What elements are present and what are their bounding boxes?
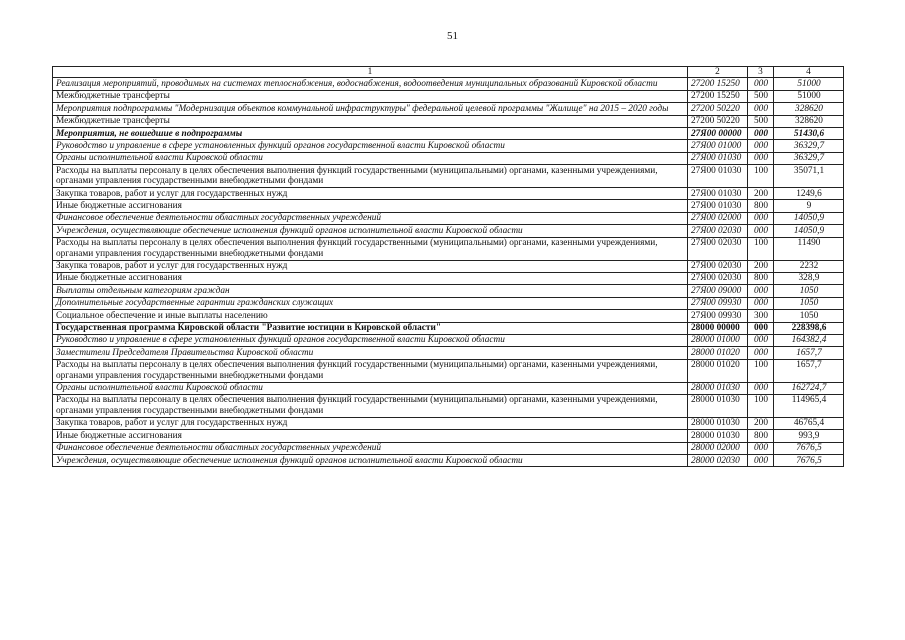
row-vr-cell: 000 — [748, 382, 774, 394]
table-row — [53, 90, 844, 102]
table-row — [53, 78, 844, 90]
table-row — [53, 152, 844, 164]
row-sum-cell: 7676,5 — [774, 455, 844, 467]
row-code-cell: 27200 15250 — [688, 90, 748, 102]
row-sum-cell: 1050 — [774, 310, 844, 322]
row-code-cell: 27200 50220 — [688, 115, 748, 127]
table-row — [53, 200, 844, 212]
row-sum-cell: 46765,4 — [774, 417, 844, 429]
table-row — [53, 382, 844, 394]
row-name-cell: Закупка товаров, работ и услуг для государственных нужд — [53, 188, 688, 200]
row-sum-cell: 36329,7 — [774, 152, 844, 164]
row-name-cell: Руководство и управление в сфере установленных функций органов государственной власти Кировской области — [53, 140, 688, 152]
row-sum-cell: 1249,6 — [774, 188, 844, 200]
row-code-cell: 27Я00 02030 — [688, 272, 748, 284]
row-vr-cell: 300 — [748, 310, 774, 322]
row-code-cell: 27Я00 02030 — [688, 237, 748, 260]
row-vr-cell: 000 — [748, 285, 774, 297]
row-name-cell: Расходы на выплаты персоналу в целях обеспечения выполнения функций государственными (муниципальными) органами, казенными учреждениями, органами управления государственными внебюджетными фондами — [53, 359, 688, 382]
row-code-cell: 28000 01030 — [688, 417, 748, 429]
row-name-cell: Реализация мероприятий, проводимых на системах теплоснабжения, водоснабжения, водоотведения муниципальных образований Кировской области — [53, 78, 688, 90]
row-name-cell: Межбюджетные трансферты — [53, 90, 688, 102]
row-name-cell: Иные бюджетные ассигнования — [53, 200, 688, 212]
row-name-cell: Расходы на выплаты персоналу в целях обеспечения выполнения функций государственными (муниципальными) органами, казенными учреждениями, органами управления государственными внебюджетными фондами — [53, 394, 688, 417]
row-vr-cell: 100 — [748, 237, 774, 260]
row-name-cell: Учреждения, осуществляющие обеспечение исполнения функций органов исполнительной власти Кировской области — [53, 225, 688, 237]
table-header-row — [53, 67, 844, 78]
row-name-cell: Межбюджетные трансферты — [53, 115, 688, 127]
row-sum-cell: 328,9 — [774, 272, 844, 284]
row-name-cell: Социальное обеспечение и иные выплаты населению — [53, 310, 688, 322]
row-name-cell: Иные бюджетные ассигнования — [53, 272, 688, 284]
row-sum-cell: 162724,7 — [774, 382, 844, 394]
row-code-cell: 28000 02030 — [688, 455, 748, 467]
row-vr-cell: 000 — [748, 442, 774, 454]
table-row — [53, 322, 844, 334]
table-row — [53, 225, 844, 237]
row-vr-cell: 800 — [748, 272, 774, 284]
row-vr-cell: 000 — [748, 297, 774, 309]
row-sum-cell: 7676,5 — [774, 442, 844, 454]
row-vr-cell: 000 — [748, 140, 774, 152]
header-sum: 4 — [774, 67, 844, 78]
row-sum-cell: 35071,1 — [774, 165, 844, 188]
row-sum-cell: 164382,4 — [774, 334, 844, 346]
row-code-cell: 27Я00 01030 — [688, 152, 748, 164]
row-name-cell: Заместители Председателя Правительства Кировской области — [53, 347, 688, 359]
row-vr-cell: 000 — [748, 152, 774, 164]
row-code-cell: 27Я00 01000 — [688, 140, 748, 152]
row-name-cell: Мероприятия подпрограммы "Модернизация объектов коммунальной инфраструктуры" федеральной целевой программы "Жилище" на 2015 – 2020 годы — [53, 103, 688, 115]
table-row — [53, 297, 844, 309]
table-row — [53, 442, 844, 454]
table-row — [53, 188, 844, 200]
row-sum-cell: 228398,6 — [774, 322, 844, 334]
row-sum-cell: 328620 — [774, 115, 844, 127]
row-sum-cell: 328620 — [774, 103, 844, 115]
table-row — [53, 417, 844, 429]
row-code-cell: 27Я00 09000 — [688, 285, 748, 297]
table-row — [53, 310, 844, 322]
row-vr-cell: 000 — [748, 455, 774, 467]
row-code-cell: 28000 01030 — [688, 394, 748, 417]
row-name-cell: Выплаты отдельным категориям граждан — [53, 285, 688, 297]
row-name-cell: Расходы на выплаты персоналу в целях обеспечения выполнения функций государственными (муниципальными) органами, казенными учреждениями, органами управления государственными внебюджетными фондами — [53, 237, 688, 260]
row-sum-cell: 114965,4 — [774, 394, 844, 417]
row-vr-cell: 500 — [748, 115, 774, 127]
row-vr-cell: 100 — [748, 359, 774, 382]
table-row — [53, 260, 844, 272]
row-sum-cell: 2232 — [774, 260, 844, 272]
row-sum-cell: 14050,9 — [774, 225, 844, 237]
row-vr-cell: 000 — [748, 334, 774, 346]
row-vr-cell: 000 — [748, 128, 774, 140]
row-sum-cell: 1657,7 — [774, 347, 844, 359]
row-name-cell: Финансовое обеспечение деятельности областных государственных учреждений — [53, 212, 688, 224]
row-sum-cell: 1050 — [774, 285, 844, 297]
table-row — [53, 347, 844, 359]
row-vr-cell: 200 — [748, 188, 774, 200]
row-vr-cell: 800 — [748, 430, 774, 442]
row-name-cell: Закупка товаров, работ и услуг для государственных нужд — [53, 260, 688, 272]
row-vr-cell: 000 — [748, 225, 774, 237]
row-code-cell: 27Я00 00000 — [688, 128, 748, 140]
row-sum-cell: 51000 — [774, 78, 844, 90]
row-vr-cell: 500 — [748, 90, 774, 102]
row-code-cell: 28000 01030 — [688, 430, 748, 442]
row-code-cell: 27Я00 01030 — [688, 165, 748, 188]
row-vr-cell: 000 — [748, 347, 774, 359]
row-code-cell: 27200 15250 — [688, 78, 748, 90]
row-code-cell: 28000 01030 — [688, 382, 748, 394]
row-name-cell: Органы исполнительной власти Кировской области — [53, 382, 688, 394]
table-row — [53, 212, 844, 224]
row-code-cell: 27Я00 02030 — [688, 260, 748, 272]
row-name-cell: Расходы на выплаты персоналу в целях обеспечения выполнения функций государственными (муниципальными) органами, казенными учреждениями, органами управления государственными внебюджетными фондами — [53, 165, 688, 188]
row-code-cell: 27Я00 01030 — [688, 188, 748, 200]
row-name-cell: Финансовое обеспечение деятельности областных государственных учреждений — [53, 442, 688, 454]
row-name-cell: Закупка товаров, работ и услуг для государственных нужд — [53, 417, 688, 429]
row-code-cell: 28000 01020 — [688, 347, 748, 359]
row-name-cell: Дополнительные государственные гарантии гражданских служащих — [53, 297, 688, 309]
row-vr-cell: 000 — [748, 78, 774, 90]
row-sum-cell: 51430,6 — [774, 128, 844, 140]
row-code-cell: 28000 00000 — [688, 322, 748, 334]
header-code: 2 — [688, 67, 748, 78]
table-row — [53, 394, 844, 417]
table-row — [53, 103, 844, 115]
row-code-cell: 28000 01020 — [688, 359, 748, 382]
row-sum-cell: 14050,9 — [774, 212, 844, 224]
row-sum-cell: 11490 — [774, 237, 844, 260]
row-vr-cell: 100 — [748, 394, 774, 417]
header-name: 1 — [53, 67, 688, 78]
header-vr: 3 — [748, 67, 774, 78]
table-row — [53, 455, 844, 467]
row-name-cell: Органы исполнительной власти Кировской области — [53, 152, 688, 164]
row-vr-cell: 200 — [748, 417, 774, 429]
row-code-cell: 28000 01000 — [688, 334, 748, 346]
table-row — [53, 165, 844, 188]
row-code-cell: 27Я00 02030 — [688, 225, 748, 237]
table-row — [53, 128, 844, 140]
table-row — [53, 140, 844, 152]
row-vr-cell: 000 — [748, 322, 774, 334]
table-row — [53, 359, 844, 382]
row-vr-cell: 000 — [748, 103, 774, 115]
table-row — [53, 115, 844, 127]
page-number: 51 — [447, 30, 458, 42]
row-sum-cell: 9 — [774, 200, 844, 212]
row-sum-cell: 1050 — [774, 297, 844, 309]
row-name-cell: Иные бюджетные ассигнования — [53, 430, 688, 442]
row-code-cell: 27Я00 02000 — [688, 212, 748, 224]
row-vr-cell: 100 — [748, 165, 774, 188]
row-name-cell: Учреждения, осуществляющие обеспечение исполнения функций органов исполнительной власти Кировской области — [53, 455, 688, 467]
table-row — [53, 285, 844, 297]
row-sum-cell: 36329,7 — [774, 140, 844, 152]
row-sum-cell: 1657,7 — [774, 359, 844, 382]
table-row — [53, 430, 844, 442]
row-vr-cell: 200 — [748, 260, 774, 272]
row-name-cell: Государственная программа Кировской области "Развитие юстиции в Кировской области" — [53, 322, 688, 334]
table-row — [53, 272, 844, 284]
row-code-cell: 27Я00 09930 — [688, 310, 748, 322]
row-name-cell: Руководство и управление в сфере установленных функций органов государственной власти Кировской области — [53, 334, 688, 346]
row-code-cell: 28000 02000 — [688, 442, 748, 454]
row-sum-cell: 993,9 — [774, 430, 844, 442]
table-row — [53, 237, 844, 260]
budget-table — [52, 66, 844, 467]
row-vr-cell: 000 — [748, 212, 774, 224]
row-code-cell: 27Я00 01030 — [688, 200, 748, 212]
table-body — [53, 78, 844, 467]
row-vr-cell: 800 — [748, 200, 774, 212]
row-name-cell: Мероприятия, не вошедшие в подпрограммы — [53, 128, 688, 140]
row-code-cell: 27200 50220 — [688, 103, 748, 115]
row-code-cell: 27Я00 09930 — [688, 297, 748, 309]
row-sum-cell: 51000 — [774, 90, 844, 102]
table-row — [53, 334, 844, 346]
